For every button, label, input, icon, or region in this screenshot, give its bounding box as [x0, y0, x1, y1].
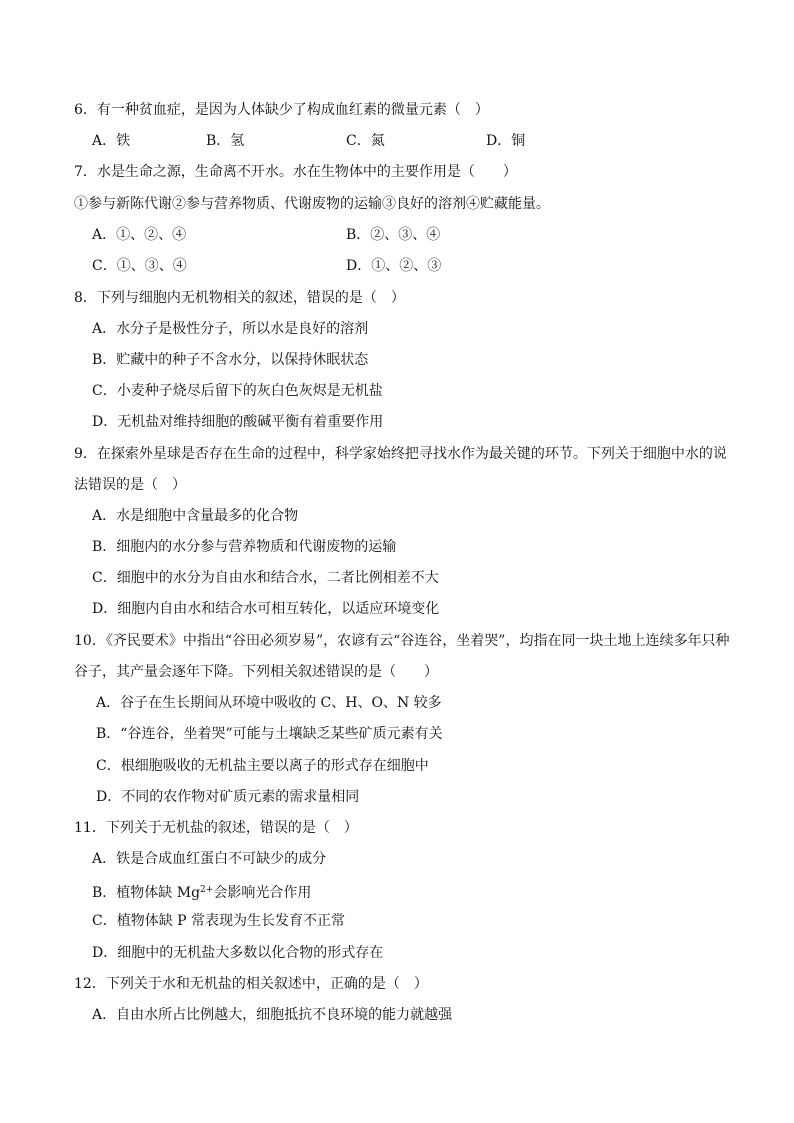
q7-option-b: B．②、③、④ — [346, 227, 441, 243]
q9-option-b: B．细胞内的水分参与营养物质和代谢废物的运输 — [92, 539, 397, 555]
q11-option-a: A．铁是合成血红蛋白不可缺少的成分 — [92, 851, 327, 867]
q10-stem-line1: 10．《齐民要术》中指出“谷田必须岁易”，农谚有云“谷连谷，坐着哭”，均指在同一块土地上连续多年只种 — [74, 633, 730, 649]
q8-stem: 8．下列与细胞内无机物相关的叙述，错误的是（ ） — [74, 290, 405, 306]
q6-option-a: A．铁 — [92, 133, 131, 149]
q10-stem-line2: 谷子，其产量会逐年下降。下列相关叙述错误的是（ ） — [74, 664, 438, 680]
q9-option-c: C．细胞中的水分为自由水和结合水，二者比例相差不大 — [92, 570, 439, 586]
q11-option-b — [92, 881, 311, 902]
q10-option-a: A．谷子在生长期间从环境中吸收的 C、H、O、N 较多 — [96, 695, 442, 711]
q7-option-c: C．①、③、④ — [92, 258, 187, 274]
q9-stem-line2: 法错误的是（ ） — [74, 477, 186, 493]
q11-option-b-superscript: 2+ — [200, 885, 214, 895]
q7-statements: ①参与新陈代谢②参与营养物质、代谢废物的运输③良好的溶剂④贮藏能量。 — [74, 196, 550, 212]
q7-option-a: A．①、②、④ — [92, 227, 187, 243]
q10-option-c: C．根细胞吸收的无机盐主要以离子的形式存在细胞中 — [96, 758, 429, 774]
q7-stem: 7．水是生命之源，生命离不开水。水在生物体中的主要作用是（ ） — [74, 164, 517, 180]
q10-option-d: D．不同的农作物对矿质元素的需求量相同 — [96, 789, 360, 805]
q6-stem: 6．有一种贫血症，是因为人体缺少了构成血红素的微量元素（ ） — [74, 102, 489, 118]
q12-option-a: A．自由水所占比例越大，细胞抵抗不良环境的能力就越强 — [92, 1007, 453, 1023]
q9-option-d: D．细胞内自由水和结合水可相互转化，以适应环境变化 — [92, 601, 440, 617]
q9-option-a: A．水是细胞中含量最多的化合物 — [92, 508, 299, 524]
q11-option-c: C．植物体缺 P 常表现为生长发育不正常 — [92, 913, 346, 929]
q8-option-c: C．小麦种子烧尽后留下的灰白色灰烬是无机盐 — [92, 383, 383, 399]
q8-option-d: D．无机盐对维持细胞的酸碱平衡有着重要作用 — [92, 414, 384, 430]
q7-option-d: D．①、②、③ — [346, 258, 442, 274]
q6-option-d: D．铜 — [486, 133, 526, 149]
q6-option-b: B．氢 — [206, 133, 245, 149]
q11-stem: 11．下列关于无机盐的叙述，错误的是（ ） — [74, 820, 358, 836]
q12-stem: 12．下列关于水和无机盐的相关叙述中，正确的是（ ） — [74, 976, 428, 992]
q11-option-b-pre: B．植物体缺 Mg — [92, 885, 201, 901]
q6-option-c: C．氮 — [346, 133, 385, 149]
q11-option-d: D．细胞中的无机盐大多数以化合物的形式存在 — [92, 945, 384, 961]
q9-stem-line1: 9．在探索外星球是否存在生命的过程中，科学家始终把寻找水作为最关键的环节。下列关于细胞中水的说 — [74, 446, 727, 462]
q8-option-b: B．贮藏中的种子不含水分，以保持休眠状态 — [92, 352, 369, 368]
q8-option-a: A．水分子是极性分子，所以水是良好的溶剂 — [92, 321, 369, 337]
q10-option-b: B．“谷连谷，坐着哭”可能与土壤缺乏某些矿质元素有关 — [96, 726, 443, 742]
q11-option-b-post: 会影响光合作用 — [213, 885, 312, 901]
